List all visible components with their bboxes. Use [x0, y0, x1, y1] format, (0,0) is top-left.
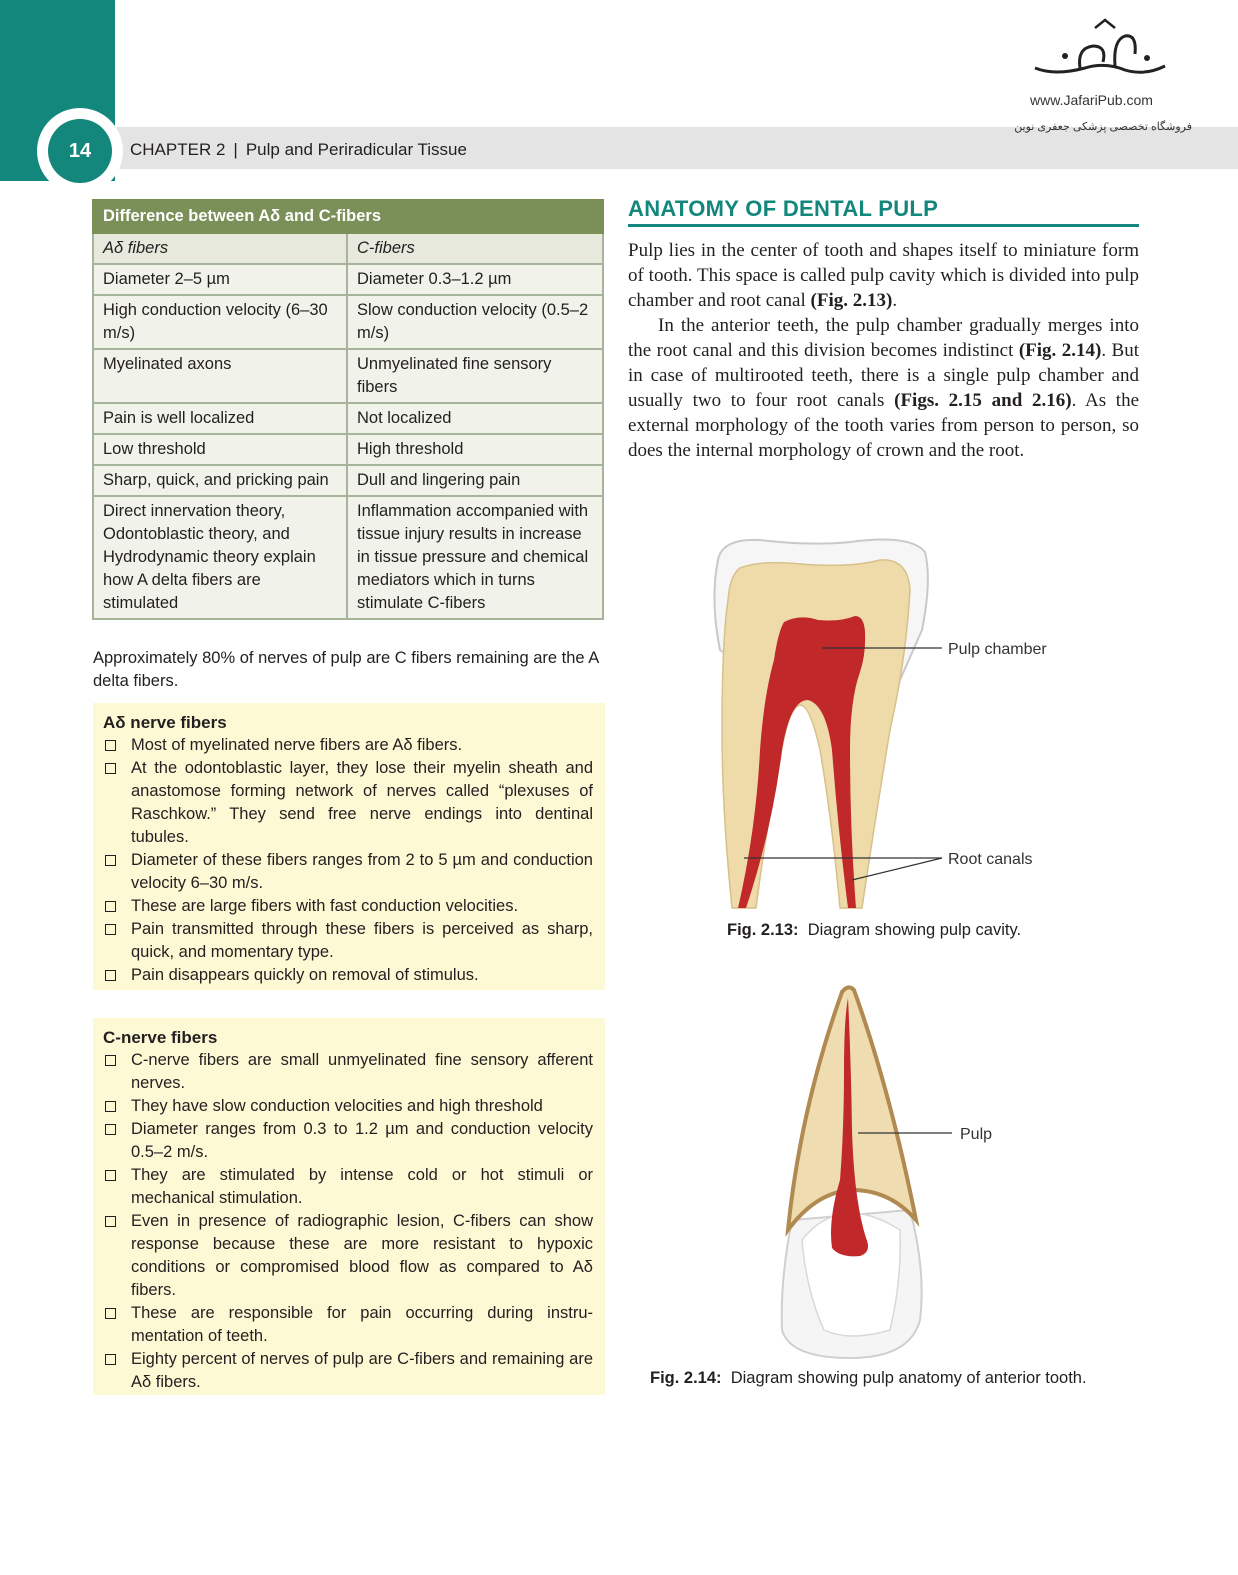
table-row — [93, 434, 603, 465]
fig-2-14-caption — [650, 1369, 1087, 1388]
list-item-text: Pain transmitted through these fibers is perceived as sharp, quick, and momentary type. — [131, 920, 593, 961]
table-title: Difference between Aδ and C-fibers — [93, 200, 603, 233]
list-item-text: These are large fibers with fast conduction velocities. — [131, 897, 519, 915]
table-row — [93, 465, 603, 496]
header-separator: | — [233, 140, 238, 159]
table-cell: Diameter 0.3–1.2 µm — [347, 264, 603, 295]
list-item — [103, 1049, 593, 1095]
checkbox-bullet-icon — [105, 1216, 116, 1227]
paragraph — [628, 313, 1139, 463]
table-cell: Diameter 2–5 µm — [93, 264, 347, 295]
list-item — [103, 849, 593, 895]
checkbox-bullet-icon — [105, 855, 116, 866]
table-row — [93, 349, 603, 403]
fiber-comparison-table — [92, 199, 604, 620]
c-fiber-box-title: C-nerve fibers — [103, 1028, 218, 1047]
checkbox-bullet-icon — [105, 1170, 116, 1181]
caption-text: Diagram showing pulp anatomy of anterior tooth. — [730, 1369, 1087, 1387]
table-row — [93, 496, 603, 619]
c-fiber-box — [93, 1018, 605, 1395]
checkbox-bullet-icon — [105, 1308, 116, 1319]
table-cell: Low threshold — [93, 434, 347, 465]
list-item-text: Diameter ranges from 0.3 to 1.2 µm and conduction velocity 0.5–2 m/s. — [131, 1120, 593, 1161]
table-cell: Unmyelinated fine sensory fibers — [347, 349, 603, 403]
table-cell: Not localized — [347, 403, 603, 434]
running-header — [130, 140, 467, 160]
list-item-text: Most of myelinated nerve fibers are Aδ fibers. — [131, 736, 463, 754]
list-item — [103, 1118, 593, 1164]
table-cell: Direct innervation theory, Odontoblastic theory, and Hydrodynamic theory explain how A delta fibers are stimulated — [93, 496, 347, 619]
chapter-title: Pulp and Periradicular Tissue — [245, 140, 467, 159]
checkbox-bullet-icon — [105, 1055, 116, 1066]
table-cell: Myelinated axons — [93, 349, 347, 403]
checkbox-bullet-icon — [105, 763, 116, 774]
root-canals-label: Root canals — [948, 851, 1033, 868]
publisher-logo — [1025, 18, 1175, 88]
text-run: In the anterior teeth, the pulp chamber gradually merges into the root canal and this division becomes indistinct — [628, 315, 1139, 361]
table-header-c: C-fibers — [347, 233, 603, 264]
table-cell: High threshold — [347, 434, 603, 465]
checkbox-bullet-icon — [105, 1101, 116, 1112]
a-delta-box-title: Aδ nerve fibers — [103, 713, 227, 732]
caption-number: Fig. 2.13: — [727, 921, 799, 939]
table-cell: Dull and lingering pain — [347, 465, 603, 496]
table-cell: Slow conduction velocity (0.5–2 m/s) — [347, 295, 603, 349]
caption-number: Fig. 2.14: — [650, 1369, 722, 1387]
list-item-text: They are stimulated by intense cold or hot stimuli or mechanical stimulation. — [131, 1166, 593, 1207]
checkbox-bullet-icon — [105, 924, 116, 935]
figure-reference: (Fig. 2.13) — [810, 290, 893, 311]
list-item — [103, 1095, 593, 1118]
table-row — [93, 295, 603, 349]
text-run: Pulp lies in the center of tooth and shapes itself to miniature form of tooth. This space is called pulp cavity which is divided into pulp chamber and root canal — [628, 240, 1139, 311]
list-item-text: Eighty percent of nerves of pulp are C-fibers and remaining are Aδ fibers. — [131, 1350, 593, 1391]
table-row — [93, 403, 603, 434]
table-cell: Inflammation accompanied with tissue injury results in increase in tissue pressure and chemical mediators which in turns stimulate C-fibers — [347, 496, 603, 619]
chapter-label: CHAPTER 2 — [130, 140, 226, 159]
figure-reference: (Figs. 2.15 and 2.16) — [894, 390, 1072, 411]
checkbox-bullet-icon — [105, 740, 116, 751]
fig-2-13-caption — [727, 921, 1021, 940]
a-delta-list — [103, 734, 593, 987]
list-item — [103, 895, 593, 918]
checkbox-bullet-icon — [105, 970, 116, 981]
a-delta-box — [93, 703, 605, 990]
caption-text: Diagram showing pulp cavity. — [807, 921, 1022, 939]
list-item-text: C-nerve fibers are small unmyelinated fine sensory afferent nerves. — [131, 1051, 593, 1092]
fig-2-13-molar-diagram — [700, 530, 1080, 920]
text-run: . But in case of multirooted teeth, there is a single pulp chamber and usually two to four root canals — [628, 340, 1139, 411]
table-row — [93, 264, 603, 295]
table-cell: High conduction velocity (6–30 m/s) — [93, 295, 347, 349]
pulp-chamber-label: Pulp chamber — [948, 641, 1047, 658]
page-number: 14 — [48, 119, 112, 183]
list-item — [103, 1302, 593, 1348]
list-item-text: Pain disappears quickly on removal of stimulus. — [131, 966, 479, 984]
pulp-label: Pulp — [960, 1126, 993, 1143]
paragraph — [628, 238, 1139, 313]
text-run: . As the external morphology of the tooth varies from person to person, so does the internal morphology of crown and the root. — [628, 390, 1139, 461]
section-heading: ANATOMY OF DENTAL PULP — [628, 196, 1139, 227]
logo-persian-text: فروشگاه تخصصی پزشکی جعفری نوین — [1014, 121, 1192, 133]
checkbox-bullet-icon — [105, 901, 116, 912]
list-item — [103, 964, 593, 987]
list-item — [103, 1210, 593, 1302]
fig-2-14-anterior-diagram — [740, 980, 1060, 1365]
figure-reference: (Fig. 2.14) — [1018, 340, 1102, 361]
table-header-a-delta: Aδ fibers — [93, 233, 347, 264]
list-item-text: They have slow conduction velocities and high threshold — [131, 1097, 543, 1115]
list-item-text: Even in presence of radiographic lesion, C-fibers can show response because these are more resistant to hypoxic conditions or compromised blood flow as compared to Aδ fibers. — [131, 1212, 593, 1299]
list-item — [103, 757, 593, 849]
list-item-text: At the odontoblastic layer, they lose their myelin sheath and anastomose forming network of nerves called “plexuses of Raschkow.” They send free nerve endings into dentinal tubules. — [131, 759, 593, 846]
checkbox-bullet-icon — [105, 1354, 116, 1365]
list-item — [103, 918, 593, 964]
section-body — [628, 238, 1139, 463]
checkbox-bullet-icon — [105, 1124, 116, 1135]
left-paragraph: Approximately 80% of nerves of pulp are C fibers remaining are the A delta fibers. — [93, 649, 599, 690]
list-item-text: These are responsible for pain occurring during instru-mentation of teeth. — [131, 1304, 593, 1345]
list-item — [103, 1164, 593, 1210]
page-number-badge — [37, 108, 123, 194]
logo-url: www.JafariPub.com — [1030, 92, 1153, 108]
table-cell: Pain is well localized — [93, 403, 347, 434]
table-cell: Sharp, quick, and pricking pain — [93, 465, 347, 496]
text-run: . — [892, 290, 898, 311]
list-item — [103, 1348, 593, 1394]
list-item — [103, 734, 593, 757]
list-item-text: Diameter of these fibers ranges from 2 to 5 µm and conduction velocity 6–30 m/s. — [131, 851, 593, 892]
c-fiber-list — [103, 1049, 593, 1394]
